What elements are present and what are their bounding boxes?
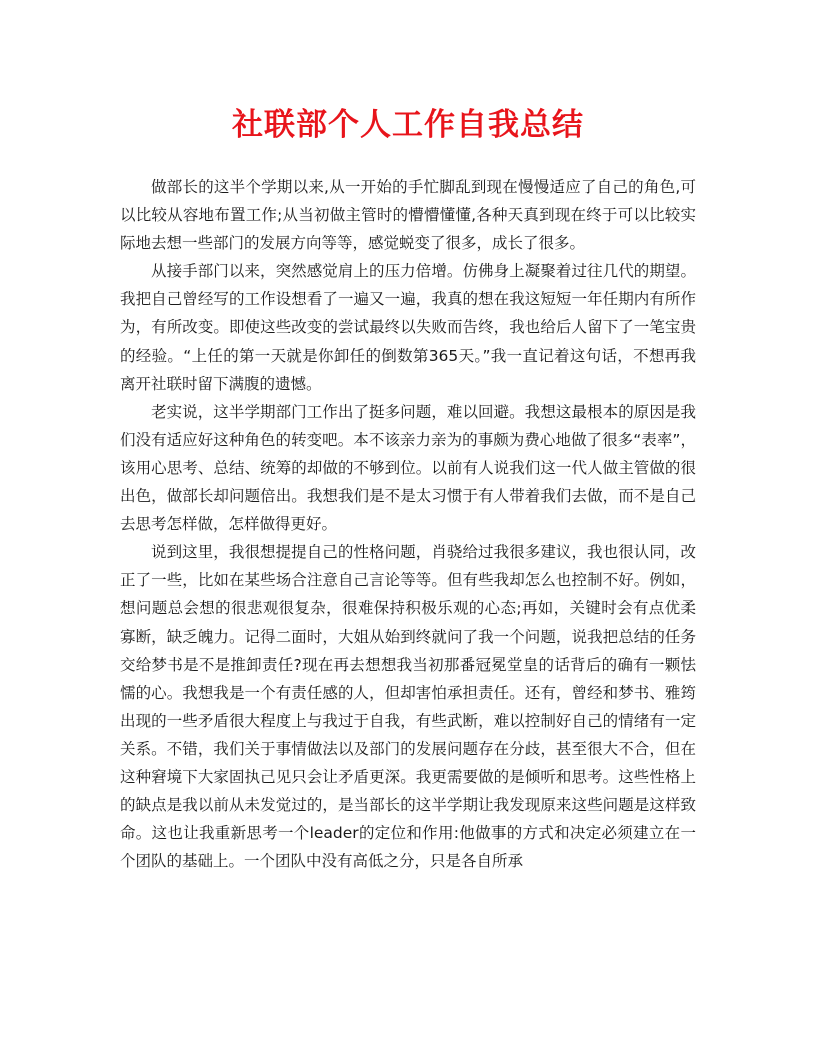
paragraph-1: 做部长的这半个学期以来,从一开始的手忙脚乱到现在慢慢适应了自己的角色,可以比较从容地布置工作;从当初做主管时的懵懵懂懂,各种天真到现在终于可以比较实际地去想一些部门的发展方向等等，感觉蜕变了很多，成长了很多。 xyxy=(120,178,696,253)
paragraph-3: 老实说，这半学期部门工作出了挺多问题，难以回避。我想这最根本的原因是我们没有适应好这种角色的转变吧。本不该亲力亲为的事颇为费心地做了很多“表率”，该用心思考、总结、统筹的却做的不够到位。以前有人说我们这一代人做主管做的很出色，做部长却问题倍出。我想我们是不是太习惯于有人带着我们去做，而不是自己去思考怎样做，怎样做得更好。 xyxy=(120,402,696,534)
paragraph-4: 说到这里，我很想提提自己的性格问题，肖骁给过我很多建议，我也很认同，改正了一些，比如在某些场合注意自己言论等等。但有些我却怎么也控制不好。例如，想问题总会想的很悲观很复杂，很难保持积极乐观的心态;再如，关键时会有点优柔寡断，缺乏魄力。记得二面时，大姐从始到终就问了我一个问题，说我把总结的任务交给梦书是不是推卸责任?现在再去想想我当初那番冠冕堂皇的话背后的确有一颗怯懦的心。我想我是一个有责任感的人，但却害怕承担责任。还有，曾经和梦书、雅筠出现的一些矛盾很大程度上与我过于自我，有些武断，难以控制好自己的情绪有一定关系。不错，我们关于事情做法以及部门的发展问题存在分歧，甚至很大不合，但在这种窘境下大家固执己见只会让矛盾更深。我更需要做的是倾听和思考。这些性格上的缺点是我以前从未发觉过的，是当部长的这半学期让我发现原来这些问题是这样致命。这也让我重新思考一个leader的定位和作用:他做事的方式和决定必须建立在一个团队的基础上。一个团队中没有高低之分，只是各自所承 xyxy=(120,543,696,871)
paragraph-2: 从接手部门以来，突然感觉肩上的压力倍增。仿佛身上凝聚着过往几代的期望。我把自己曾经写的工作设想看了一遍又一遍，我真的想在我这短短一年任期内有所作为，有所改变。即使这些改变的尝试最终以失败而告终，我也给后人留下了一笔宝贵的经验。“上任的第一天就是你卸任的倒数第365天。”我一直记着这句话，不想再我离开社联时留下满腹的遗憾。 xyxy=(120,262,696,393)
document-title: 社联部个人工作自我总结 xyxy=(232,107,584,143)
document-body xyxy=(120,173,696,875)
